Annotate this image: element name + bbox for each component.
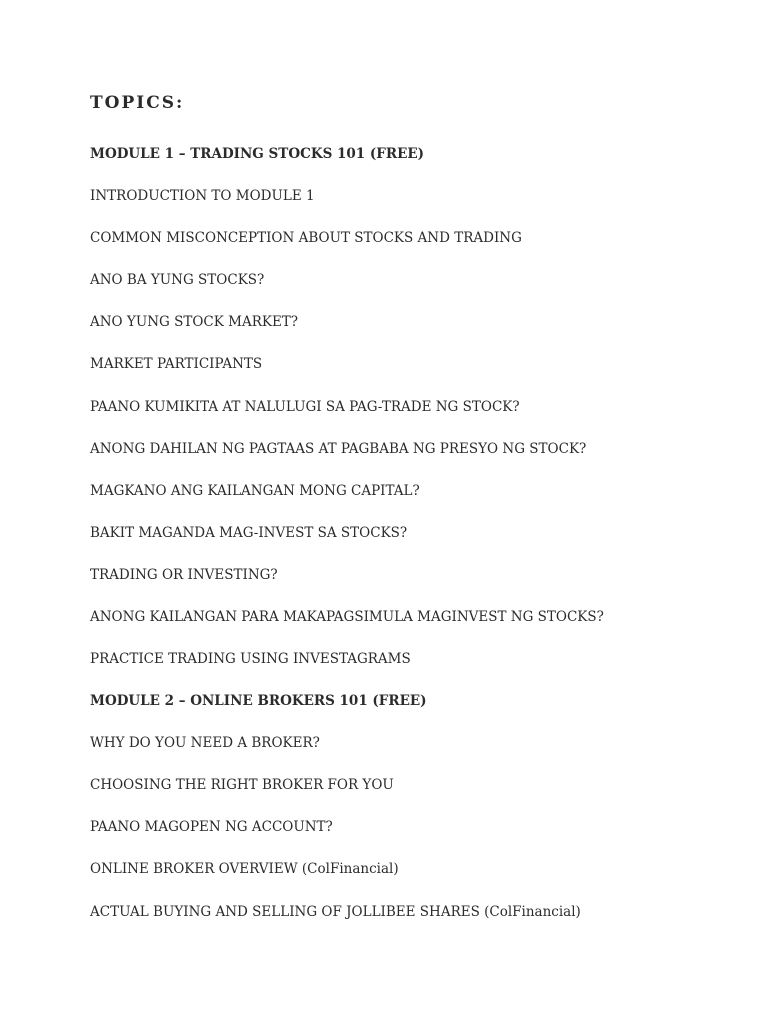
topic-line: BAKIT MAGANDA MAG-INVEST SA STOCKS?	[90, 525, 408, 541]
module-1-title: MODULE 1 – TRADING STOCKS 101 (FREE)	[90, 146, 425, 162]
topic-line: ANO BA YUNG STOCKS?	[90, 272, 265, 288]
topic-line: CHOOSING THE RIGHT BROKER FOR YOU	[90, 777, 394, 793]
module-2-title: MODULE 2 – ONLINE BROKERS 101 (FREE)	[90, 693, 427, 709]
topic-line: WHY DO YOU NEED A BROKER?	[90, 735, 320, 751]
topic-line: PAANO KUMIKITA AT NALULUGI SA PAG-TRADE NG STOCK?	[90, 399, 520, 415]
topic-line: ANONG DAHILAN NG PAGTAAS AT PAGBABA NG PRESYO NG STOCK?	[90, 441, 587, 457]
topic-line: ANONG KAILANGAN PARA MAKAPAGSIMULA MAGINVEST NG STOCKS?	[90, 609, 604, 625]
topic-line: MARKET PARTICIPANTS	[90, 356, 263, 372]
topic-line: PRACTICE TRADING USING INVESTAGRAMS	[90, 651, 411, 667]
topic-line: ANO YUNG STOCK MARKET?	[90, 314, 299, 330]
topic-line: ONLINE BROKER OVERVIEW (ColFinancial)	[90, 861, 399, 877]
topic-line: INTRODUCTION TO MODULE 1	[90, 188, 315, 204]
topic-line: MAGKANO ANG KAILANGAN MONG CAPITAL?	[90, 483, 420, 499]
topic-line: COMMON MISCONCEPTION ABOUT STOCKS AND TRADING	[90, 230, 522, 246]
topic-line: TRADING OR INVESTING?	[90, 567, 278, 583]
topic-line: ACTUAL BUYING AND SELLING OF JOLLIBEE SHARES (ColFinancial)	[90, 904, 581, 920]
topic-line: PAANO MAGOPEN NG ACCOUNT?	[90, 819, 333, 835]
topics-heading: TOPICS:	[90, 93, 185, 113]
